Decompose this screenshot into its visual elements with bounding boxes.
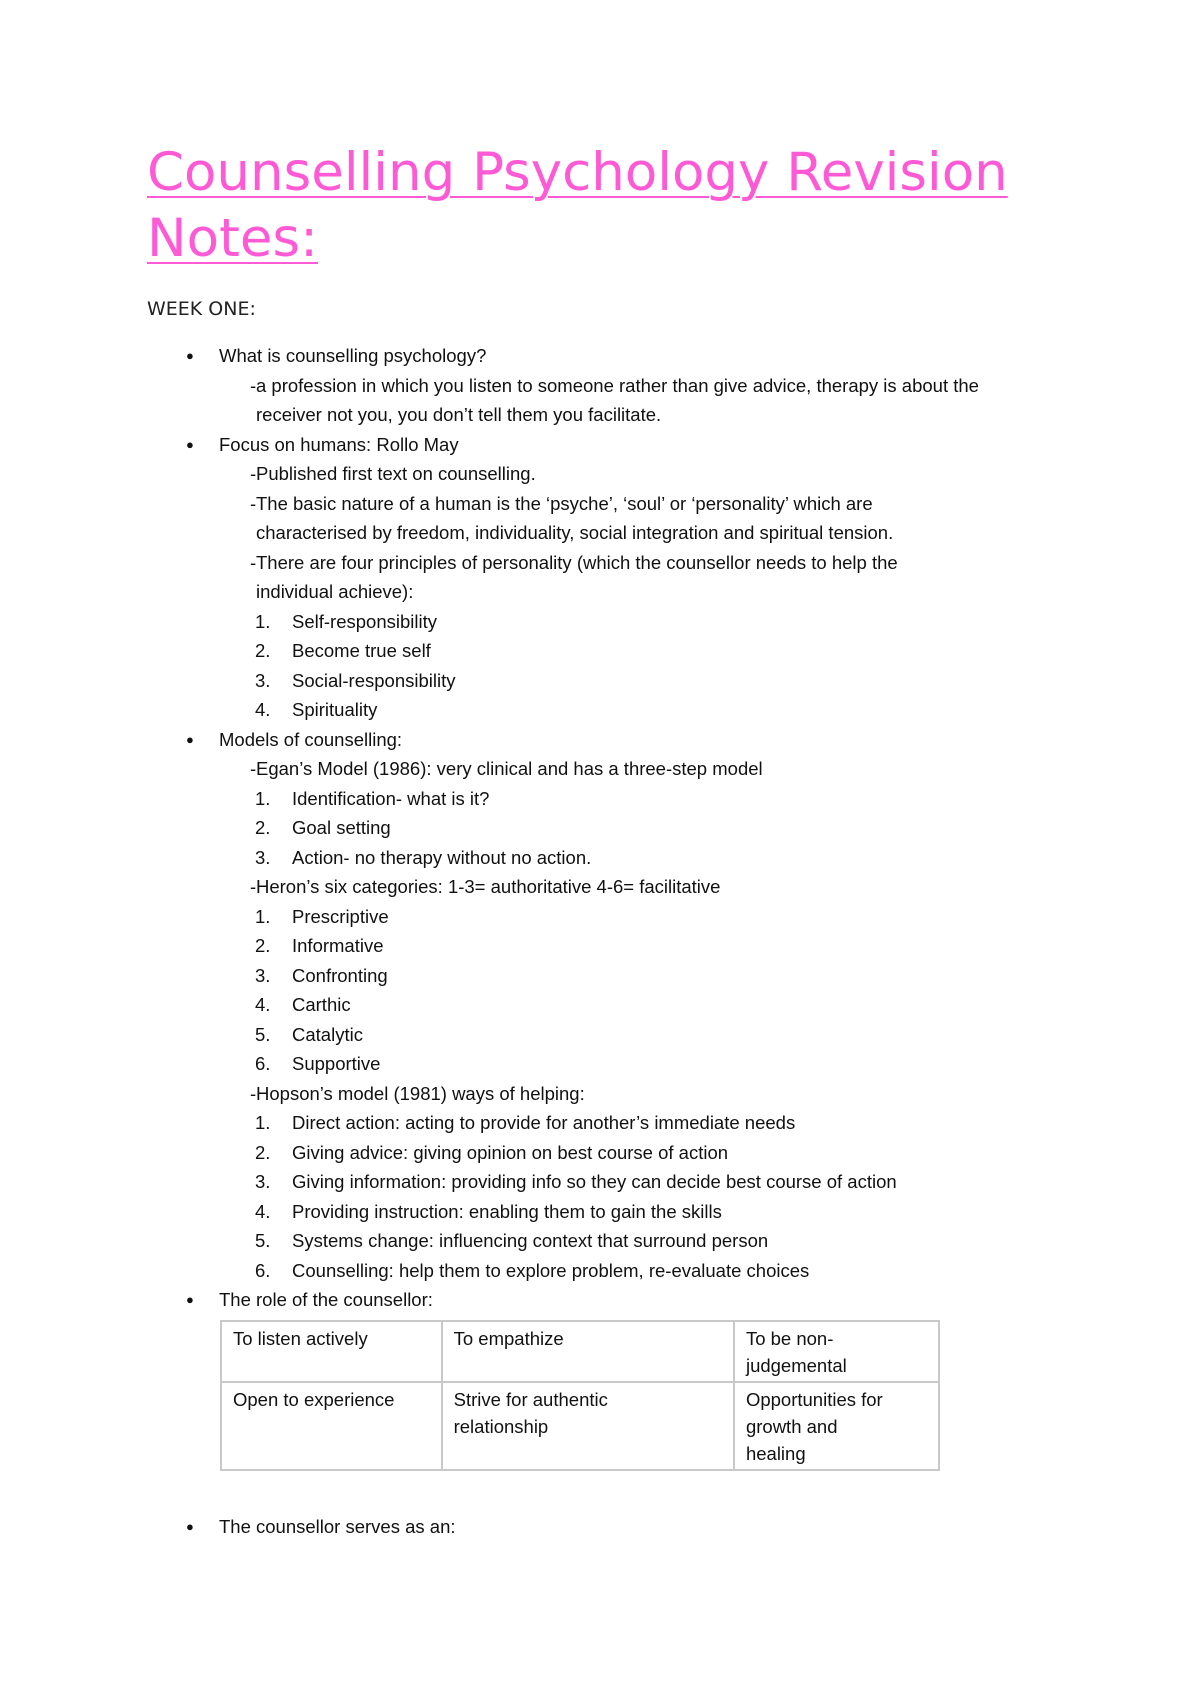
numbered-item-text: Catalytic <box>292 1023 363 1045</box>
table-cell: Open to experience <box>221 1382 442 1470</box>
number-marker: 6. <box>255 1053 271 1074</box>
dash-item-text: Published first text on counselling. <box>256 463 536 484</box>
bullet-item-text: The counsellor serves as an: <box>219 1516 456 1537</box>
number-marker: 1. <box>255 787 271 809</box>
dash-item-text: characterised by freedom, individuality, social integration and spiritual tension. <box>256 522 894 543</box>
dash-item-text: Hopson’s model (1981) ways of helping: <box>256 1082 585 1104</box>
numbered-item-text: Informative <box>292 935 384 956</box>
table-cell: Strive for authentic relationship <box>442 1382 734 1470</box>
numbered-item-text: Self-responsibility <box>292 610 437 632</box>
numbered-item-text: Confronting <box>292 964 388 986</box>
number-marker: 3. <box>255 1171 271 1192</box>
table-cell: To empathize <box>442 1321 734 1382</box>
numbered-item-text: Goal setting <box>292 817 391 838</box>
bullet-marker: ● <box>186 348 194 363</box>
numbered-item-text: Supportive <box>292 1053 381 1074</box>
dash-item-text: receiver not you, you don’t tell them you facilitate. <box>256 404 662 425</box>
number-marker: 2. <box>255 935 271 956</box>
number-marker: 1. <box>255 905 271 927</box>
dash-item-text: Egan’s Model (1986): very clinical and has a three-step model <box>256 758 763 779</box>
week-heading: WEEK ONE: <box>147 298 256 320</box>
dash-item-text: There are four principles of personality (which the counsellor needs to help the <box>256 551 898 573</box>
dash-marker: - <box>250 1082 257 1104</box>
number-marker: 4. <box>255 994 271 1015</box>
number-marker: 4. <box>255 1200 271 1222</box>
number-marker: 3. <box>255 669 271 691</box>
number-marker: 2. <box>255 1141 271 1163</box>
dash-marker: - <box>250 374 257 396</box>
number-marker: 4. <box>255 699 271 720</box>
bullet-marker: ● <box>186 1292 194 1307</box>
dash-marker: - <box>250 551 257 573</box>
bullet-marker: ● <box>186 731 194 747</box>
number-marker: 5. <box>255 1230 271 1251</box>
table-cell: To be non- judgemental <box>734 1321 939 1382</box>
title-line-2: Notes: <box>147 208 318 269</box>
numbered-item-text: Become true self <box>292 640 431 661</box>
number-marker: 1. <box>255 610 271 632</box>
numbered-item-text: Spirituality <box>292 699 378 720</box>
numbered-item-text: Identification- what is it? <box>292 787 490 809</box>
dash-item-text: a profession in which you listen to someone rather than give advice, therapy is about the <box>256 374 979 396</box>
bullet-item-text: Models of counselling: <box>219 728 403 750</box>
numbered-item-text: Giving information: providing info so they can decide best course of action <box>292 1171 897 1192</box>
dash-marker: - <box>250 463 257 484</box>
table-cell: To listen actively <box>221 1321 442 1382</box>
number-marker: 5. <box>255 1023 271 1045</box>
number-marker: 6. <box>255 1259 271 1281</box>
bullet-item-text: Focus on humans: Rollo May <box>219 433 459 455</box>
numbered-item-text: Action- no therapy without no action. <box>292 846 592 868</box>
numbered-item-text: Providing instruction: enabling them to gain the skills <box>292 1200 722 1222</box>
numbered-item-text: Counselling: help them to explore problem, re-evaluate choices <box>292 1259 810 1281</box>
number-marker: 3. <box>255 964 271 986</box>
dash-item-text: Heron’s six categories: 1-3= authoritative 4-6= facilitative <box>256 876 721 897</box>
dash-marker: - <box>250 758 257 779</box>
title-line-1: Counselling Psychology Revision <box>147 142 1008 203</box>
dash-marker: - <box>250 876 257 897</box>
numbered-item-text: Systems change: influencing context that surround person <box>292 1230 769 1251</box>
bullet-marker: ● <box>186 436 194 452</box>
number-marker: 2. <box>255 640 271 661</box>
number-marker: 2. <box>255 817 271 838</box>
dash-marker: - <box>250 492 257 514</box>
dash-item-text: The basic nature of a human is the ‘psyche’, ‘soul’ or ‘personality’ which are <box>256 492 873 514</box>
bullet-marker: ● <box>186 1519 194 1534</box>
numbered-item-text: Prescriptive <box>292 905 389 927</box>
dash-item-text: individual achieve): <box>256 581 414 602</box>
number-marker: 1. <box>255 1112 271 1133</box>
number-marker: 3. <box>255 846 271 868</box>
table-cell: Opportunities for growth and healing <box>734 1382 939 1470</box>
bullet-item-text: The role of the counsellor: <box>219 1289 433 1310</box>
bullet-item-text: What is counselling psychology? <box>219 345 487 366</box>
numbered-item-text: Carthic <box>292 994 351 1015</box>
numbered-item-text: Giving advice: giving opinion on best course of action <box>292 1141 729 1163</box>
numbered-item-text: Social-responsibility <box>292 669 456 691</box>
numbered-item-text: Direct action: acting to provide for another’s immediate needs <box>292 1112 796 1133</box>
